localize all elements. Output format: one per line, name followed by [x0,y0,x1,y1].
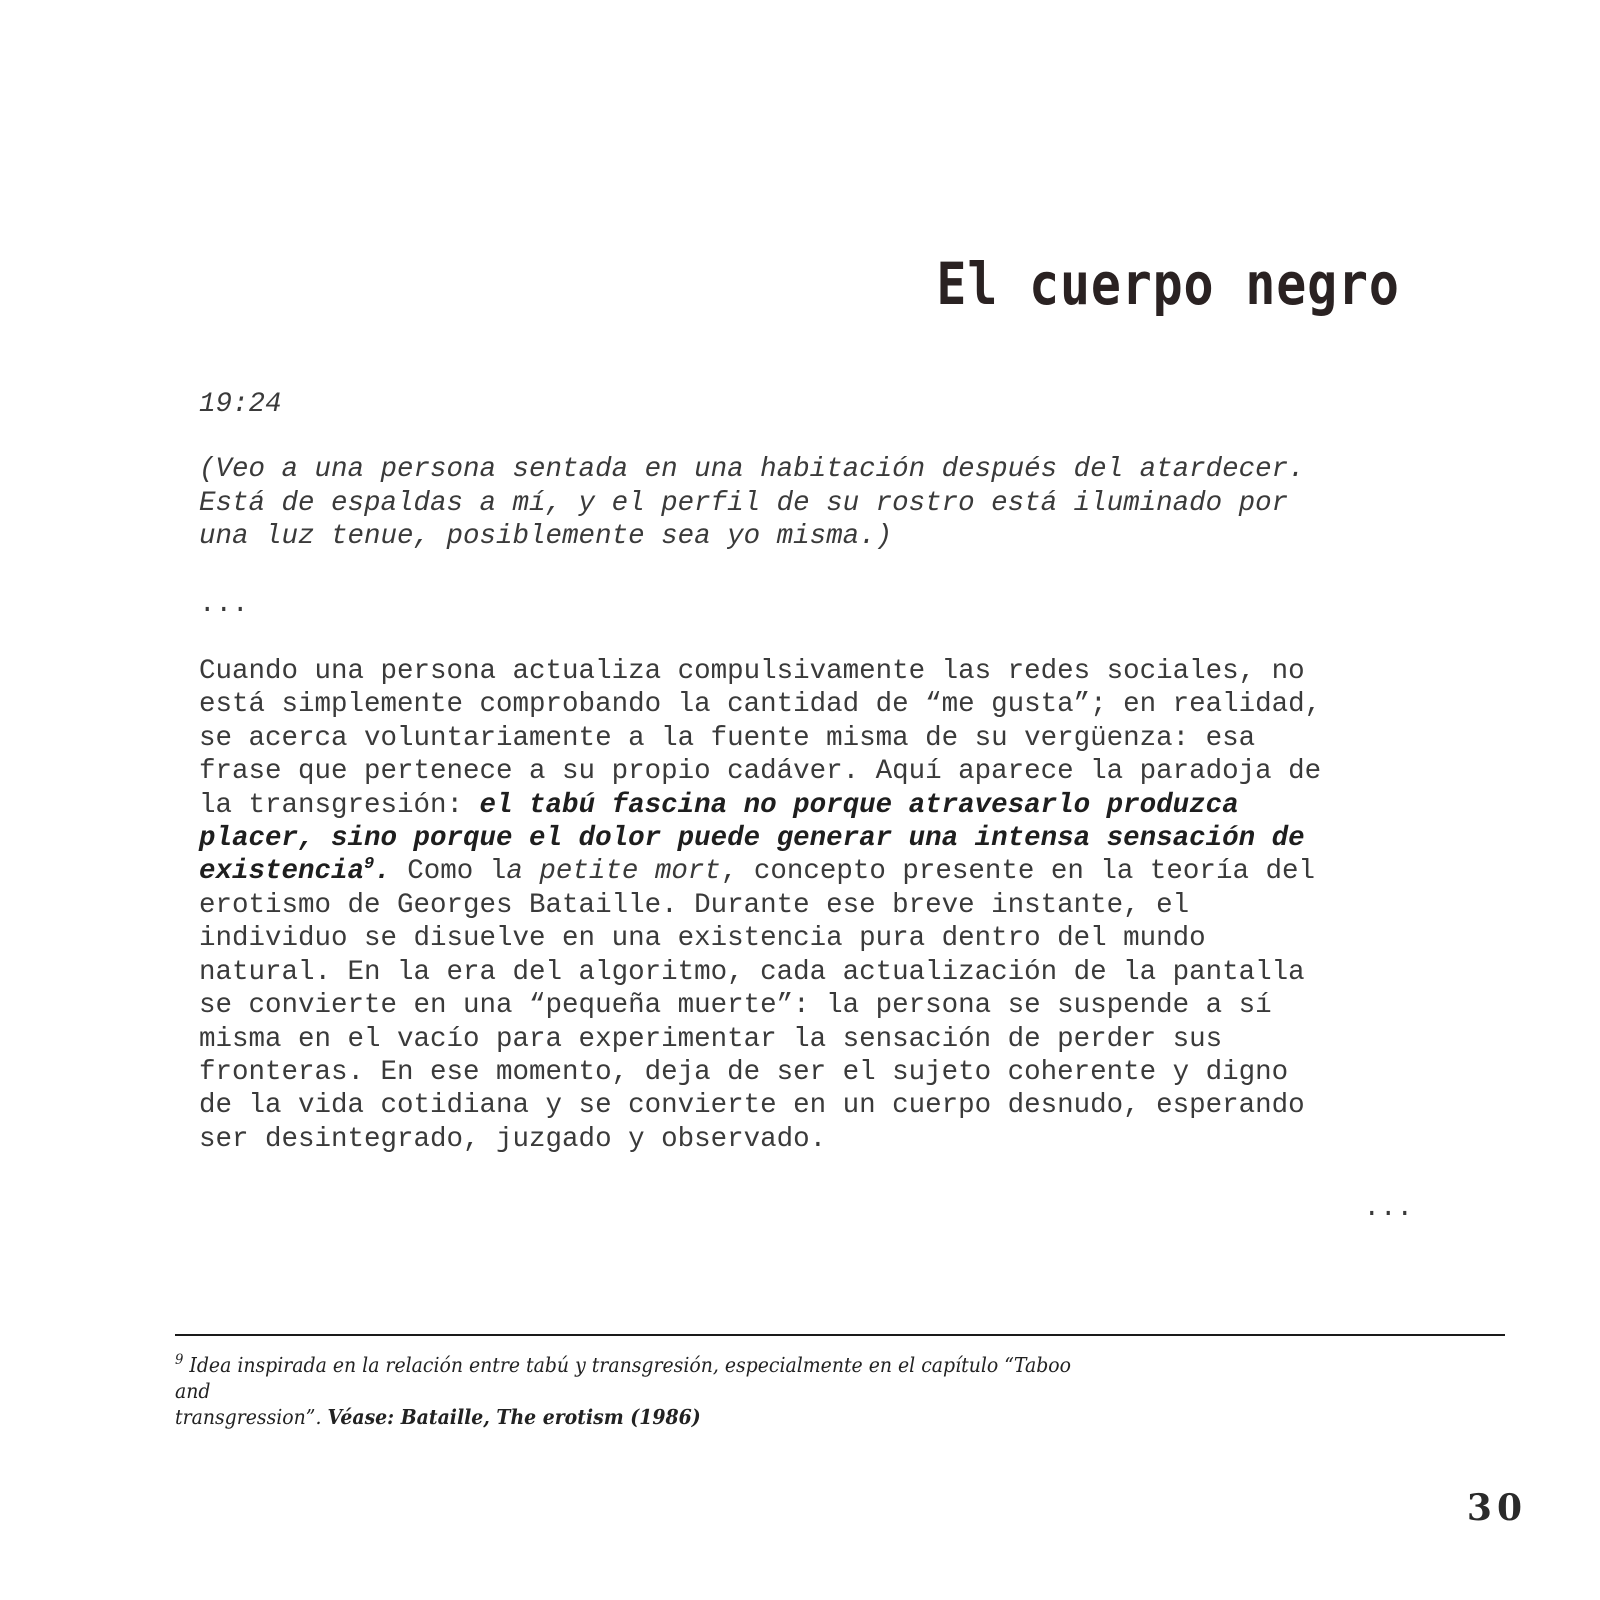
emphasized-quote-text: el tabú fascina no porque atravesarlo produzca placer, sino porque el dolor puede generar una intensa sensación de existencia [199,789,1305,888]
closing-ellipsis: ... [1363,1193,1413,1224]
page-number: 30 [1466,1487,1527,1529]
footnote-divider [175,1334,1505,1336]
paragraph-part-1: Cuando una persona actualiza compulsivamente las redes sociales, no está simplemente comprobando la cantidad de “me gusta”; en realidad, se acerca voluntariamente a la fuente misma de su vergüenza: esa frase que pertenece a su propio cadáver. Aquí aparece la paradoja de la transgresión: [199,656,1322,821]
page-title: El cuerpo negro [936,250,1400,318]
body-text [199,388,1429,1156]
paragraph-part-3: , concepto presente en la teoría del erotismo de Georges Bataille. Durante ese breve instante, el individuo se disuelve en una existencia pura dentro del mundo natural. En la era del algoritmo, cada actualización de la pantalla se convierte en una “pequeña muerte”: la persona se suspende a sí misma en el vacío para experimentar la sensación de perder sus fronteras. En ese momento, deja de ser el sujeto coherente y digno de la vida cotidiana y se convierte en un cuerpo desnudo, esperando ser desintegrado, juzgado y observado. [199,856,1315,1155]
footnote-number: 9 [175,1352,184,1369]
timestamp: 19:24 [199,389,282,420]
stage-direction: (Veo a una persona sentada en una habitación después del atardecer. Está de espaldas a mí, y el perfil de su rostro está iluminado por una luz tenue, posiblemente sea yo misma.) [199,454,1305,553]
emphasized-quote-end: . [374,856,391,888]
italic-term: a petite mort [506,856,721,888]
footnote-marker[interactable]: 9 [364,855,375,875]
main-paragraph [199,655,1429,1156]
footnote [175,1352,1095,1430]
footnote-text: Idea inspirada en la relación entre tabú y transgresión, especialmente en el capítulo “Taboo and transgression”. [175,1353,1072,1429]
ellipsis: ... [199,588,249,620]
paragraph-part-2: Como l [390,856,507,888]
footnote-reference: Véase: Bataille, The erotism (1986) [327,1405,701,1429]
